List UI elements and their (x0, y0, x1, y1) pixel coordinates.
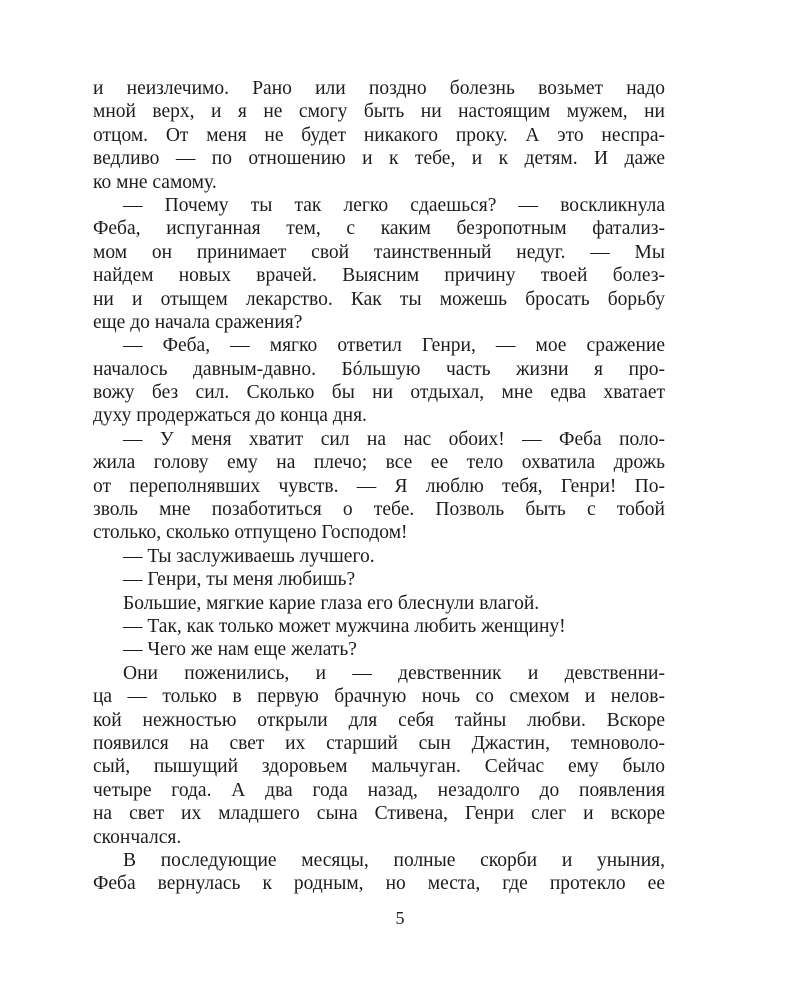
text-line: ко мне самому. (93, 171, 217, 193)
text-line: Они поженились, и — девственник и девственни- (123, 662, 665, 684)
text-line: ца — только в первую брачную ночь со смехом и нелов- (93, 686, 665, 708)
text-line: отцом. От меня не будет никакого проку. А это неспра- (93, 124, 665, 146)
text-line: четыре года. А два года назад, незадолго до появления (93, 779, 665, 801)
text-line: Феба вернулась к родным, но места, где протекло ее (93, 873, 665, 895)
text-line: кой нежностью открыли для себя тайны любви. Вскоре (93, 709, 665, 731)
text-line: столько, сколько отпущено Господом! (93, 522, 408, 544)
text-line: и неизлечимо. Рано или поздно болезнь возьмет надо (93, 78, 665, 99)
text-line: — Феба, — мягко ответил Генри, — мое сражение (123, 335, 665, 357)
text-line: — Почему ты так легко сдаешься? — воскликнула (123, 194, 665, 216)
text-line: мной верх, и я не смогу быть ни настоящим мужем, ни (93, 101, 665, 123)
text-line: зволь мне позаботиться о тебе. Позволь быть с тобой (93, 499, 665, 521)
text-line: мом он принимает свой таинственный недуг. — Мы (93, 241, 665, 263)
page-number: 5 (395, 908, 405, 928)
text-line: ведливо — по отношению и к тебе, и к детям. И даже (93, 148, 665, 170)
text-line: — Ты заслуживаешь лучшего. (123, 545, 375, 567)
text-line: В последующие месяцы, полные скорби и уныния, (123, 849, 665, 871)
text-line: Феба, испуганная тем, с каким безропотным фатализ- (93, 218, 665, 240)
body-text (93, 77, 665, 896)
text-line: Большие, мягкие карие глаза его блеснули влагой. (123, 592, 540, 614)
text-line: найдем новых врачей. Выясним причину твоей болез- (93, 265, 665, 287)
text-line: появился на свет их старший сын Джастин, темноволо- (93, 732, 665, 754)
text-line: — У меня хватит сил на нас обоих! — Феба поло- (123, 428, 665, 450)
text-line: от переполнявших чувств. — Я люблю тебя, Генри! По- (93, 475, 665, 497)
text-line: на свет их младшего сына Стивена, Генри слег и вскоре (93, 803, 665, 825)
text-line: началось давным-давно. Бóльшую часть жизни я про- (93, 358, 665, 380)
text-line: еще до начала сражения? (93, 311, 303, 333)
text-line: ни и отыщем лекарство. Как ты можешь бросать борьбу (93, 288, 665, 310)
text-line: — Так, как только может мужчина любить женщину! (123, 615, 566, 637)
text-line: — Генри, ты меня любишь? (123, 569, 356, 591)
text-line: вожу без сил. Сколько бы ни отдыхал, мне едва хватает (93, 382, 665, 404)
text-line: духу продержаться до конца дня. (93, 405, 367, 427)
text-line: скончался. (93, 826, 182, 848)
text-line: — Чего же нам еще желать? (123, 639, 357, 661)
text-line: жила голову ему на плечо; все ее тело охватила дрожь (93, 452, 665, 474)
text-line: сый, пышущий здоровьем мальчуган. Сейчас ему было (93, 756, 665, 778)
